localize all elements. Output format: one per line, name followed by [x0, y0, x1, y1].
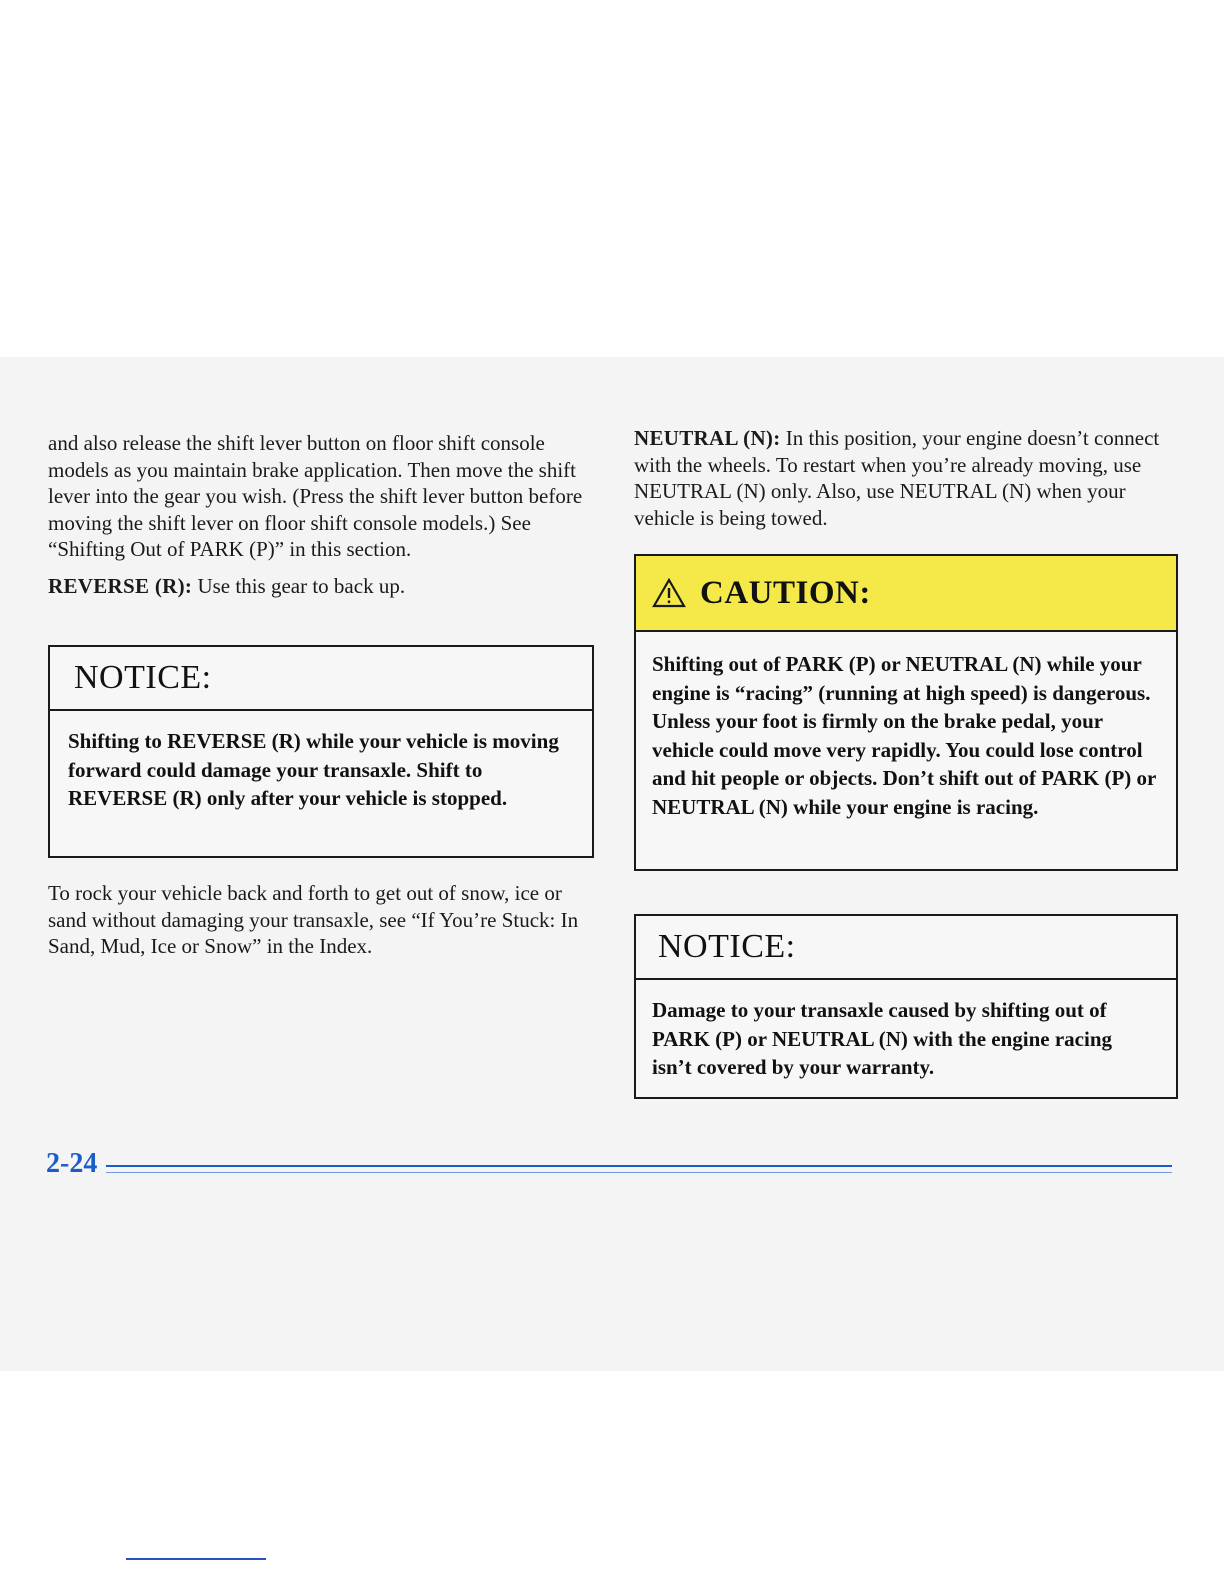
notice-body: Shifting to REVERSE (R) while your vehicle is moving forward could damage your transaxle. Shift to REVERSE (R) only after your vehicle is stopped.: [68, 729, 559, 810]
notice-title: NOTICE:: [658, 928, 796, 965]
bottom-link-line: [126, 1558, 266, 1560]
reverse-label: REVERSE (R):: [48, 573, 193, 598]
page-number: 2-24: [46, 1148, 98, 1179]
footer-rule-top: [106, 1165, 1172, 1167]
neutral-paragraph: [634, 425, 1174, 531]
footer-rule-bottom: [106, 1172, 1172, 1173]
neutral-text: In this position, your engine doesn’t connect with the wheels. To restart when you’re already moving, use NEUTRAL (N) only. Also, use NEUTRAL (N) when your vehicle is being towed.: [634, 426, 1160, 530]
reverse-notice-box: [48, 645, 594, 858]
neutral-label: NEUTRAL (N):: [634, 426, 781, 450]
warranty-notice-box: [634, 914, 1178, 1099]
notice-body: Damage to your transaxle caused by shifting out of PARK (P) or NEUTRAL (N) with the engine racing isn’t covered by your warranty.: [652, 998, 1113, 1079]
reverse-text: Use this gear to back up.: [192, 573, 406, 598]
notice-title: NOTICE:: [74, 659, 212, 696]
rock-vehicle-paragraph: To rock your vehicle back and forth to get out of snow, ice or sand without damaging your transaxle, see “If You’re Stuck: In Sand, Mud, Ice or Snow” in the Index.: [48, 881, 579, 958]
reverse-paragraph: [48, 573, 596, 600]
caution-box: [634, 554, 1178, 871]
left-column: [48, 430, 596, 599]
shift-instructions-paragraph: and also release the shift lever button on floor shift console models as you maintain brake application. Then move the shift lever into the gear you wish. (Press the shift lever button before moving the shift lever on floor shift console models.) See “Shifting Out of PARK (P)” in this section.: [48, 431, 583, 561]
caution-title: CAUTION:: [700, 574, 871, 611]
notice-header: [50, 647, 592, 711]
notice-header: [636, 916, 1176, 980]
warning-triangle-icon: [652, 578, 686, 608]
caution-body: Shifting out of PARK (P) or NEUTRAL (N) while your engine is “racing” (running at high speed) is dangerous. Unless your foot is firmly on the brake pedal, your vehicle could move very rapidly. You could lose control and hit people or objects. Don’t shift out of PARK (P) or NEUTRAL (N) while your engine is racing.: [652, 652, 1156, 819]
caution-header: [636, 556, 1176, 632]
